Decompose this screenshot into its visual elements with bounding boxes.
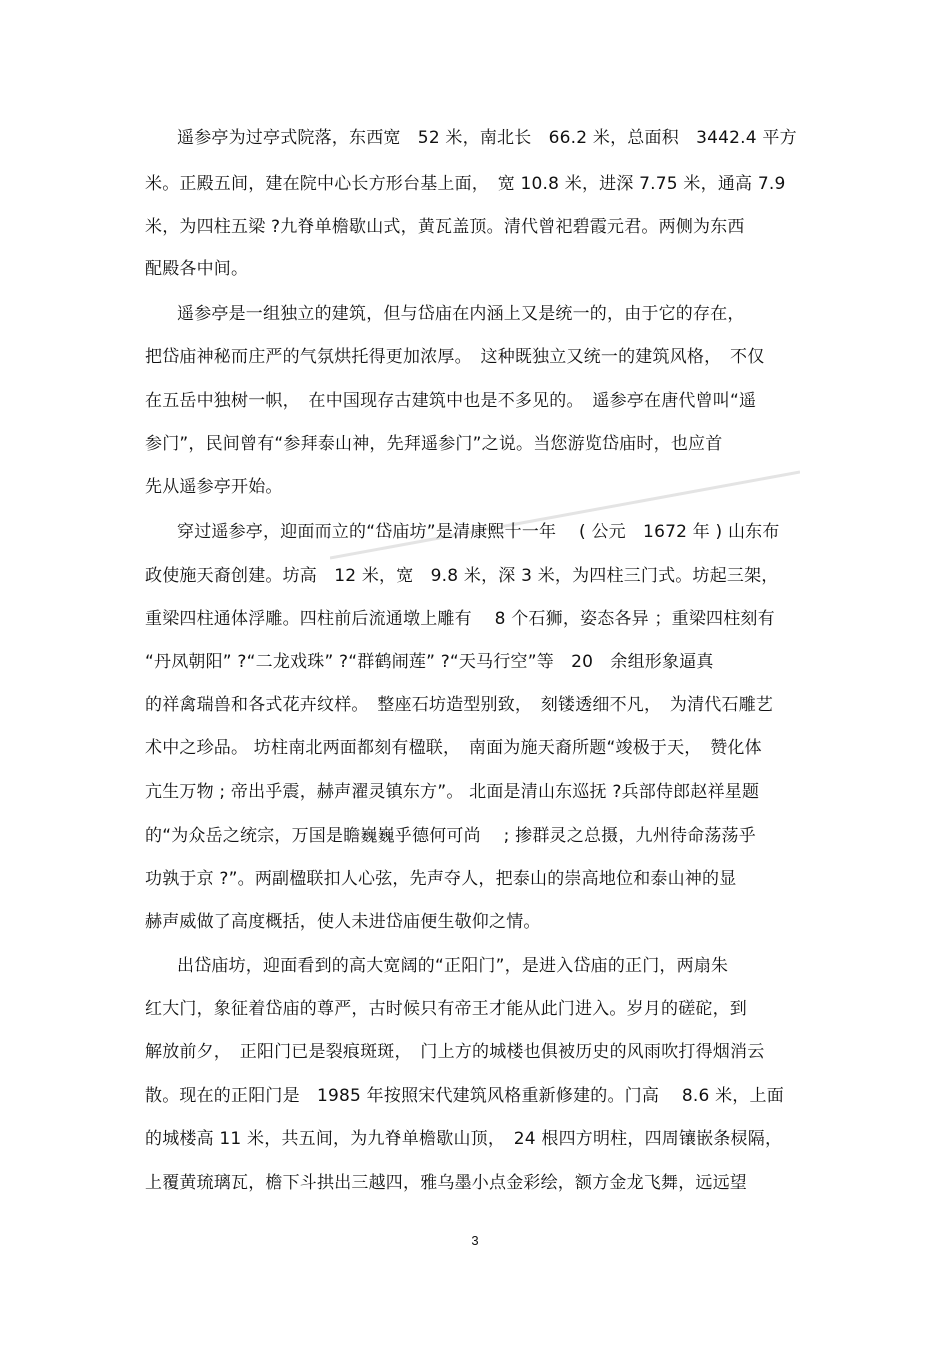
text-line: 政使施天裔创建。坊高 12 米，宽 9.8 米，深 3 米，为四柱三门式。坊起三架， [145,566,779,586]
text-line: 参门”，民间曾有“参拜泰山神，先拜遥参门”之说。当您游览岱庙时，也应首 [145,434,723,454]
text-line: 的城楼高 11 米，共五间，为九脊单檐歇山顶， 24 根四方明柱，四周镶嵌条棂隔， [145,1129,783,1149]
text-line: 遥参亭是一组独立的建筑，但与岱庙在内涵上又是统一的，由于它的存在， [177,304,745,324]
text-line: 亢生万物 ; 帝出乎震，赫声濯灵镇东方”。 北面是清山东巡抚 ?兵部侍郎赵祥星题 [145,782,760,802]
watermark-stroke [330,470,800,560]
text-line: 米。正殿五间，建在院中心长方形台基上面， 宽 10.8 米，进深 7.75 米，通高 7.9 [145,174,786,194]
text-line: 赫声威做了高度概括，使人未进岱庙便生敬仰之情。 [145,912,541,932]
text-line: 上覆黄琉璃瓦，檐下斗拱出三越四，雅乌墨小点金彩绘，额方金龙飞舞，远远望 [145,1173,747,1193]
text-line: 散。现在的正阳门是 1985 年按照宋代建筑风格重新修建的。门高 8.6 米，上面 [145,1086,784,1106]
text-line: 穿过遥参亭，迎面而立的“岱庙坊”是清康熙十一年 ( 公元 1672 年 ) 山东布 [177,522,780,542]
text-line: 的祥禽瑞兽和各式花卉纹样。 整座石坊造型别致， 刻镂透细不凡， 为清代石雕艺 [145,695,774,715]
text-line: 出岱庙坊，迎面看到的高大宽阔的“正阳门”，是进入岱庙的正门，两扇朱 [177,956,729,976]
text-line: 功孰于京 ?”。两副楹联扣人心弦，先声夺人，把泰山的崇高地位和泰山神的显 [145,869,737,889]
text-line: 在五岳中独树一帜， 在中国现存古建筑中也是不多见的。 遥参亭在唐代曾叫“遥 [145,391,757,411]
text-line: 先从遥参亭开始。 [145,477,283,497]
text-line: 术中之珍品。 坊柱南北两面都刻有楹联， 南面为施天裔所题“竣极于天， 赞化体 [145,738,762,758]
text-line: 把岱庙神秘而庄严的气氛烘托得更加浓厚。 这种既独立又统一的建筑风格， 不仅 [145,347,765,367]
page-number: 3 [471,1233,479,1248]
text-line: 的“为众岳之统宗，万国是瞻巍巍乎德何可尚 ; 掺群灵之总摄，九州待命荡荡乎 [145,826,756,846]
text-line: 重梁四柱通体浮雕。四柱前后流通墩上雕有 8 个石狮，姿态各异 ；重梁四柱刻有 [145,609,775,629]
text-line: 遥参亭为过亭式院落，东西宽 52 米，南北长 66.2 米，总面积 3442.4 平方 [177,128,797,148]
text-line: 米，为四柱五梁 ?九脊单檐歇山式，黄瓦盖顶。清代曾祀碧霞元君。两侧为东西 [145,217,745,237]
text-line: 配殿各中间。 [145,259,249,279]
text-line: “丹凤朝阳” ?“二龙戏珠” ?“群鹤闹莲” ?“天马行空”等 20 余组形象逼真 [145,652,714,672]
text-line: 红大门，象征着岱庙的尊严，古时候只有帝王才能从此门进入。岁月的磋砣，到 [145,999,747,1019]
text-line: 解放前夕， 正阳门已是裂痕斑斑， 门上方的城楼也俱被历史的风雨吹打得烟消云 [145,1042,765,1062]
